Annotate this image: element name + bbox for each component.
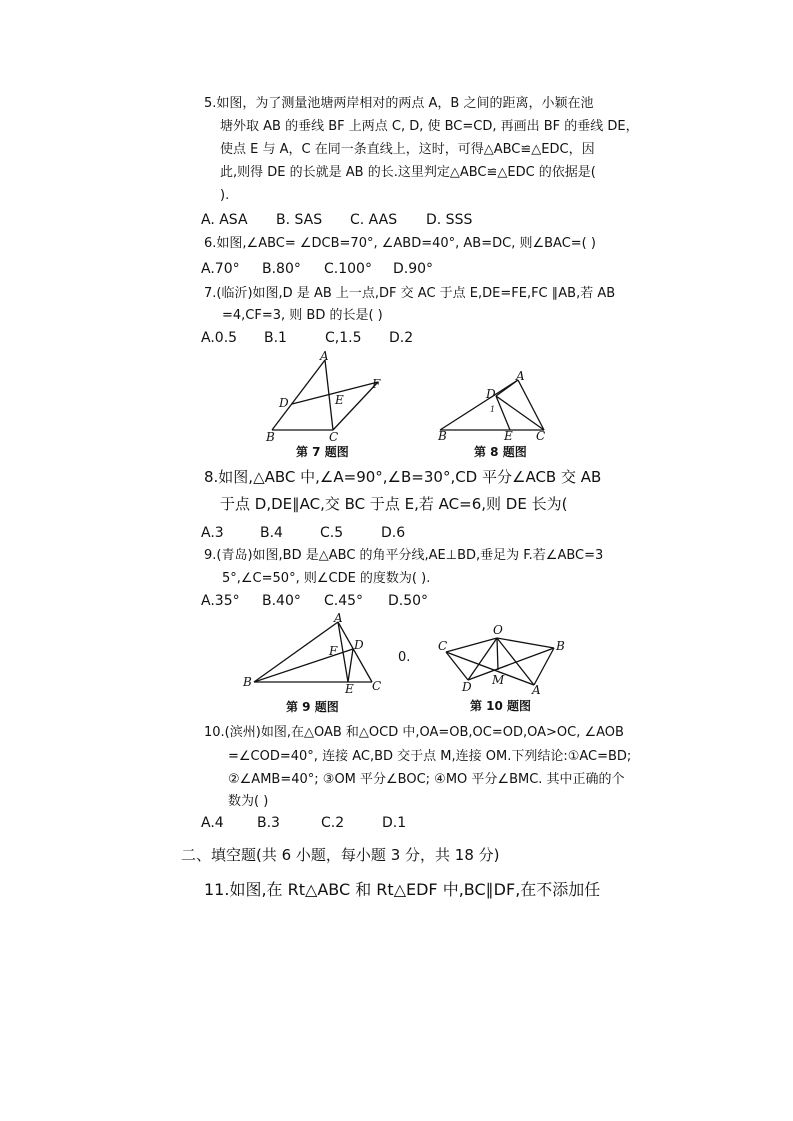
q10-line-2: =∠COD=40°, 连接 AC,BD 交于点 M,连接 OM.下列结论:①AC=BD; [228,749,632,764]
fig10-caption: 第 10 题图 [470,699,532,713]
fig7-caption: 第 7 题图 [296,445,349,459]
q9-option-a: A.35° [201,593,240,609]
fig10-label-d: D [462,680,472,694]
fig9-label-a: A [334,611,343,625]
section-heading-fill-in: 二、填空题(共 6 小题，每小题 3 分，共 18 分) [181,846,500,864]
q10-option-a: A.4 [201,815,224,831]
fig10-label-a: A [532,683,541,697]
q7-line-2: =4,CF=3, 则 BD 的长是( ) [222,308,383,323]
figure-8 [434,368,554,460]
q7-line-1: 7.(临沂)如图,D 是 AB 上一点,DF 交 AC 于点 E,DE=FE,FC ∥AB,若 AB [204,286,616,301]
q10-option-d: D.1 [382,815,407,831]
q5-option-a: A. ASA [201,212,248,228]
q10-option-b: B.3 [257,815,280,831]
q8-option-a: A.3 [201,525,224,541]
fig8-segment-da [496,380,518,396]
fig8-label-e: E [504,429,513,443]
fig9-segment-bd [254,649,353,682]
q9-option-d: D.50° [388,593,429,609]
q8-line-2: 于点 D,DE∥AC,交 BC 于点 E,若 AC=6,则 DE 长为( [220,495,568,513]
fig7-segment-ba [272,360,325,430]
q6-option-a: A.70° [201,261,240,277]
q8-option-c: C.5 [320,525,344,541]
q5-option-d: D. SSS [426,212,473,228]
stray-mark: 0. [398,650,411,665]
fig7-label-b: B [266,430,275,444]
q10-line-3: ②∠AMB=40°; ③OM 平分∠BOC; ④MO 平分∠BMC. 其中正确的个 [228,772,625,787]
fig7-label-e: E [335,393,344,407]
fig10-label-b: B [556,639,565,653]
fig8-label-mark: 1 [490,405,496,414]
fig8-label-c: C [536,429,546,443]
q7-option-d: D.2 [389,330,414,346]
fig9-caption: 第 9 题图 [286,700,339,714]
q5-line-4: 此,则得 DE 的长就是 AB 的长.这里判定△ABC≌△EDC 的依据是( [220,165,596,180]
fig9-label-b: B [243,675,252,689]
fig9-segment-de [348,649,353,682]
q5-line-1: 5.如图，为了测量池塘两岸相对的两点 A，B 之间的距离，小颖在池 [204,96,594,111]
q6-option-b: B.80° [262,261,301,277]
fig9-label-d: D [354,638,364,652]
fig7-label-a: A [320,349,329,363]
q10-line-4: 数为( ) [228,794,269,809]
fig10-segment-om [497,638,498,670]
q5-option-c: C. AAS [350,212,398,228]
q7-option-c: C,1.5 [325,330,362,346]
fig8-label-d: D [486,387,496,401]
fig10-segment-ab [534,648,554,685]
q9-line-1: 9.(青岛)如图,BD 是△ABC 的角平分线,AE⊥BD,垂足为 F.若∠ABC=3 [204,548,604,563]
fig10-segment-ob [497,638,554,648]
q5-option-b: B. SAS [276,212,323,228]
q8-option-b: B.4 [260,525,283,541]
fig8-segment-ac [518,380,544,430]
q9-line-2: 5°,∠C=50°, 则∠CDE 的度数为( ). [222,571,431,586]
q11-line-1: 11.如图,在 Rt△ABC 和 Rt△EDF 中,BC∥DF,在不添加任 [204,880,601,899]
q9-option-b: B.40° [262,593,301,609]
q7-option-a: A.0.5 [201,330,238,346]
q10-option-c: C.2 [321,815,345,831]
q8-line-1: 8.如图,△ABC 中,∠A=90°,∠B=30°,CD 平分∠ACB 交 AB [204,468,602,486]
fig8-label-a: A [516,369,525,383]
q7-option-b: B.1 [264,330,287,346]
q6-option-d: D.90° [393,261,434,277]
fig10-segment-bd [468,648,554,680]
q10-line-1: 10.(滨州)如图,在△OAB 和△OCD 中,OA=OB,OC=OD,OA>OC, ∠AOB [204,725,624,740]
fig9-label-f: F [329,644,338,658]
q8-option-d: D.6 [381,525,406,541]
fig8-caption: 第 8 题图 [474,445,527,459]
fig10-label-c: C [438,639,448,653]
q9-option-c: C.45° [324,593,364,609]
q5-line-2: 塘外取 AB 的垂线 BF 上两点 C, D, 使 BC=CD, 再画出 BF 的垂线 DE， [220,119,639,134]
q6-option-c: C.100° [324,261,372,277]
q5-line-3: 使点 E 与 A，C 在同一条直线上，这时，可得△ABC≌△EDC，因 [220,142,595,157]
figure-7 [262,348,402,458]
fig10-label-m: M [492,673,505,687]
fig8-label-b: B [438,429,447,443]
fig7-label-c: C [329,430,339,444]
q6-line-1: 6.如图,∠ABC= ∠DCB=70°, ∠ABD=40°, AB=DC, 则∠BAC=( ) [204,236,596,251]
figure-10 [438,622,578,716]
fig7-label-d: D [279,396,289,410]
fig9-label-c: C [372,679,382,693]
fig10-label-o: O [493,623,503,637]
figure-9 [240,612,390,716]
fig7-label-f: F [372,377,381,391]
fig9-segment-ba [254,622,338,682]
fig9-label-e: E [345,682,354,696]
q5-line-5: ). [220,188,230,203]
